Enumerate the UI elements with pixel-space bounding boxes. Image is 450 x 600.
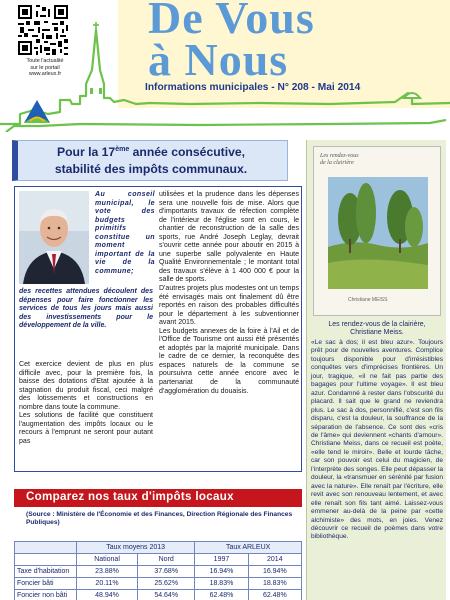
book-cover-author: Christiane MEISS: [348, 297, 388, 303]
table-header-row: [15, 542, 302, 554]
headline-line1: [18, 145, 284, 159]
book-cover-title-line: de la clairière: [320, 160, 354, 166]
article-paragraph: Les solutions de facilité que constituent l'augmentation des impôts locaux ou le recours à l'emprunt ne seront pour autant pas: [19, 412, 153, 445]
table-row-label: Taxe d'habitation: [15, 566, 77, 578]
table-row: [15, 578, 302, 590]
tax-section-title-bar: [14, 489, 302, 507]
article-intro: Au conseil municipal, le vote des budgets primitifs constitue un moment important de la vie de la commune;: [95, 191, 155, 275]
headline-line1-tail: année consécutive,: [129, 145, 246, 159]
article-paragraph: D'autres projets plus modestes ont un temps été envisagés mais ont finalement dû être reportés en raison des probables difficultés pour le département à les subventionner avant 2015.: [159, 285, 299, 327]
article-intro-continued: des recettes attendues découlent des dépenses pour faire fonctionner les services de tous les jours mais aussi des investissements pour le développement de la ville.: [19, 288, 153, 330]
book-title-line: Les rendez-vous de la clairière,: [328, 321, 426, 328]
book-review-text: «Le sac à dos; il est bleu azur». Toujours prêt pour de nouvelles aventures. Complice toujours disponible pour d'irrésistibles conquêtes vers d'imprécises frontières. Un jour, tragique, «il ne fait pas partie des bagages pour l'ultime voyage». Il est bleu azur. Condamné à rester dans l'obscurité du placard. Il sait que le grand ne reviendra plus. Le sac à dos, personnifié, c'est son fils disparu, c'est la douleur, la souffrance de la séparation de l'absence. Ce sont des «cris de l'âme» qui deviennent «chants d'amour». Christiane Meiss, dans ce recueil est poète, «elle tend le miroir». Belle et lourde tâche, car son pouvoir est celui du magicien, de l'interprète des songes. Elle peut dépasser la douleur, la «transmuer en sérénité par fusion avec la nature». Elle renaît par l'écriture, elle revit avec son renouveau lentement, et avec elle renaît son fils tant aimé. Laissez-vous emmener au-delà de la peine par «cette alchimiste» des mots, en joies. Venez découvrir ce recueil de poèmes dans votre bibliothèque.: [311, 339, 443, 541]
table-cell: 25.62%: [138, 578, 195, 590]
qr-caption-line: sur le portail: [30, 64, 60, 71]
masthead-title-line2: à Nous: [148, 34, 289, 85]
book-author-line: Christiane Meiss.: [350, 329, 404, 337]
tax-section-title: Comparez nos taux d'impôts locaux: [26, 490, 234, 503]
table-cell: 62.48%: [195, 590, 248, 600]
table-row: [15, 566, 302, 578]
tax-rates-table: [14, 541, 302, 600]
book-cover-title-line: Les rendez-vous: [320, 153, 359, 159]
table-cell: 37.68%: [138, 566, 195, 578]
mayor-portrait-image: [19, 191, 89, 284]
table-subheader-row: [15, 554, 302, 566]
headline-ordinal-suffix: ème: [115, 146, 130, 153]
table-subheader: 1997: [195, 554, 248, 566]
article-paragraph: Les budgets annexes de la foire à l'Ail et de l'Office de Tourisme ont aussi été présentés et adoptés par la majorité municipale. Dans le cadre de ce dernier, la reconquête des espaces naturels de la commune se poursuivra cette année encore avec le partenariat de la communauté d'agglomération du douaisis.: [159, 327, 299, 395]
article-column-1: [19, 361, 153, 446]
town-skyline-illustration: [0, 0, 450, 132]
table-subheader: National: [77, 554, 138, 566]
table-cell: 18.83%: [248, 578, 301, 590]
table-cell: 62.48%: [248, 590, 301, 600]
book-review-heading: [311, 321, 443, 338]
table-cell: 48.94%: [77, 590, 138, 600]
table-cell: 54.64%: [138, 590, 195, 600]
masthead-title-line1: De Vous: [148, 0, 315, 43]
town-logo-icon: [20, 95, 54, 129]
table-group-header: Taux moyens 2013: [77, 542, 195, 554]
table-cell: 16.94%: [248, 566, 301, 578]
issue-subtitle: Informations municipales - N° 208 - Mai 2014: [145, 82, 361, 93]
book-review-panel: [306, 140, 446, 600]
tax-source-note: (Source : Ministère de l'Économie et des Finances, Direction Régionale des Finances Publiques): [26, 511, 293, 527]
qr-caption-line: Toute l'actualité: [26, 58, 64, 64]
book-cover-title: [320, 153, 359, 167]
table-cell: 20.11%: [77, 578, 138, 590]
table-group-header: Taux ARLEUX: [195, 542, 302, 554]
table-corner-cell: [15, 554, 77, 566]
portal-link[interactable]: www.arleux.fr: [28, 71, 62, 78]
table-row-label: Foncier non bâti: [15, 590, 77, 600]
book-cover-illustration: [314, 147, 441, 316]
table-cell: 16.94%: [195, 566, 248, 578]
table-subheader: 2014: [248, 554, 301, 566]
headline-line2: stabilité des impôts communaux.: [54, 162, 248, 176]
table-cell: 23.88%: [77, 566, 138, 578]
table-row-label: Foncier bâti: [15, 578, 77, 590]
budget-article: [14, 186, 302, 472]
table-row: [15, 590, 302, 600]
article-paragraph: Cet exercice devient de plus en plus difficile avec, pour la première fois, la baisse des dotations d'Etat ajoutée à la stagnation du produit fiscal, ceci malgré des lotissements et constructions en nombre dans toute la commune.: [19, 361, 153, 411]
masthead-header: [0, 0, 450, 132]
book-cover-image: [313, 146, 441, 316]
article-paragraph: utilisées et la prudence dans les dépenses sera une nouvelle fois de mise. Alors que d'importants travaux de réfection complète de l'intérieur de l'église sont en cours, le chantier de reconstruction de la salle des sports, rue André Joseph Leglay, devrait s'ouvrir cette année pour aboutir en 2015 à une superbe salle polyvalente en Haute Qualité Environnementale ; le montant total des travaux s'élève à 1 400 000 € pour la salle de sports.: [159, 191, 299, 284]
table-corner-cell: [15, 542, 77, 554]
headline-line1-text: Pour la 17: [56, 145, 116, 159]
headline-box: [12, 140, 288, 181]
table-cell: 18.83%: [195, 578, 248, 590]
table-subheader: Nord: [138, 554, 195, 566]
article-column-2: [159, 191, 299, 396]
